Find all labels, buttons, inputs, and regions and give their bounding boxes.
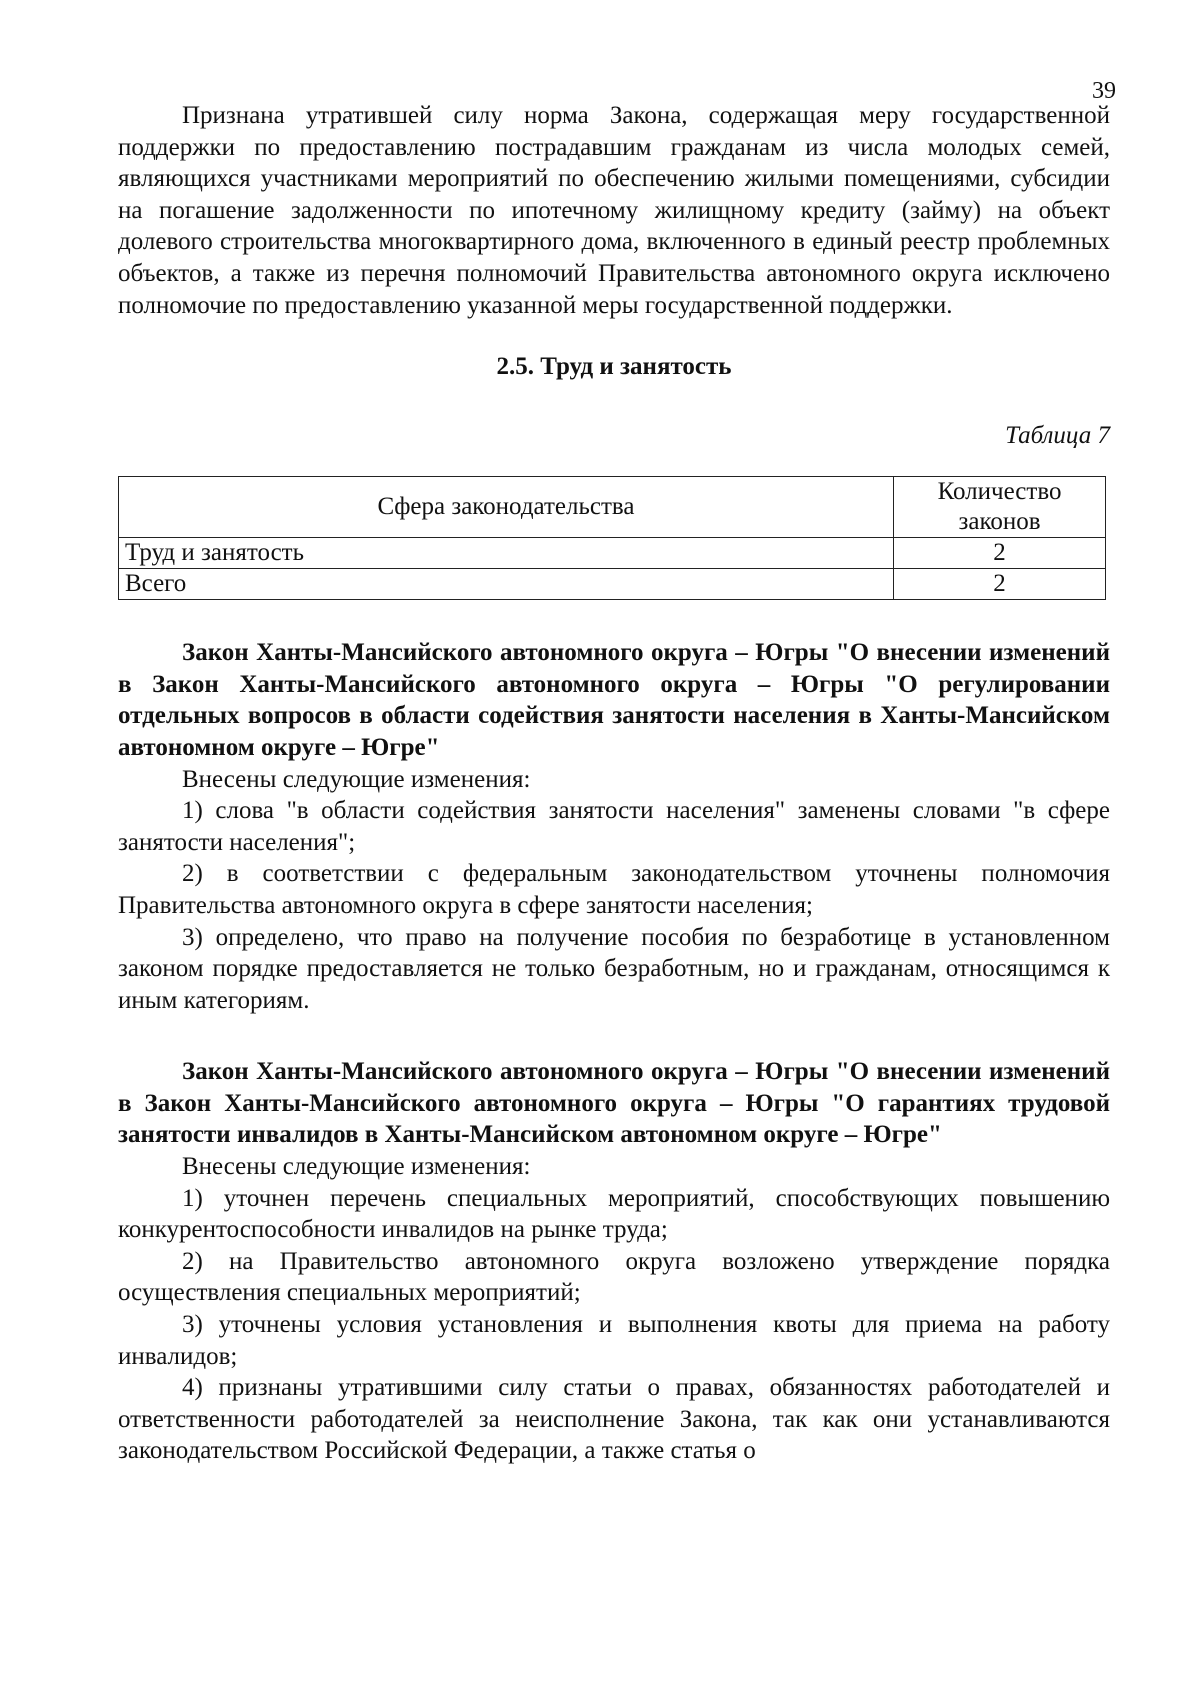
page-number: 39 — [1092, 78, 1116, 104]
law-title-employment: Закон Ханты-Мансийского автономного округа – Югры "О внесении изменений в Закон Ханты-Мансийского автономного округа – Югры "О регулировании отдельных вопросов в области содействия занятости населения в Ханты-Мансийском автономном округе – Югре" — [118, 639, 1110, 761]
law-change-item: 1) слова "в области содействия занятости населения" заменены словами "в сфере занятости населения"; — [118, 797, 1110, 856]
page-content — [118, 100, 1110, 1467]
law-title-disabled-employment: Закон Ханты-Мансийского автономного округа – Югры "О внесении изменений в Закон Ханты-Мансийского автономного округа – Югры "О гарантиях трудовой занятости инвалидов в Ханты-Мансийском автономном округе – Югре" — [118, 1058, 1110, 1149]
table-row — [119, 569, 1106, 600]
table-caption: Таблица 7 — [1005, 422, 1110, 450]
table-header-row — [119, 477, 1106, 538]
law-change-item: 2) на Правительство автономного округа возложено утверждение порядка осуществления специальных мероприятий; — [118, 1247, 1110, 1307]
law-change-item: 3) уточнены условия установления и выполнения квоты для приема на работу инвалидов; — [118, 1311, 1110, 1370]
law-changes-lead: Внесены следующие изменения: — [182, 765, 531, 793]
intro-paragraph: Признана утратившей силу норма Закона, содержащая меру государственной поддержки по предоставлению пострадавшим гражданам из числа молодых семей, являющихся участниками мероприятий по обеспечению жилыми помещениями, субсидии на погашение задолженности по ипотечному жилищному кредиту (займу) на объект долевого строительства многоквартирного дома, включенного в единый реестр проблемных объектов, а также из перечня полномочий Правительства автономного округа исключено полномочие по предоставлению указанной меры государственной поддержки. — [118, 102, 1110, 319]
law-change-item: 3) определено, что право на получение пособия по безработице в установленном законом порядке предоставляется не только безработным, но и гражданам, относящимся к иным категориям. — [118, 923, 1110, 1014]
table-header-count: Количество законов — [894, 477, 1106, 538]
table-header-area: Сфера законодательства — [119, 477, 894, 538]
table-cell-count: 2 — [894, 569, 1106, 600]
law-change-item: 1) уточнен перечень специальных мероприятий, способствующих повышению конкурентоспособности инвалидов на рынке труда; — [118, 1184, 1110, 1244]
table-cell-area: Всего — [119, 569, 894, 600]
laws-count-table — [118, 476, 1106, 600]
law-change-item: 2) в соответствии с федеральным законодательством уточнены полномочия Правительства автономного округа в сфере занятости населения; — [118, 860, 1110, 919]
table-row — [119, 538, 1106, 569]
law-changes-lead: Внесены следующие изменения: — [182, 1153, 531, 1181]
section-title: 2.5. Труд и занятость — [496, 353, 732, 381]
table-cell-area: Труд и занятость — [119, 538, 894, 569]
table-cell-count: 2 — [894, 538, 1106, 569]
law-change-item: 4) признаны утратившими силу статьи о правах, обязанностях работодателей и ответственности работодателей за неисполнение Закона, так как они устанавливаются законодательством Российской Федерации, а также статья о — [118, 1374, 1110, 1465]
